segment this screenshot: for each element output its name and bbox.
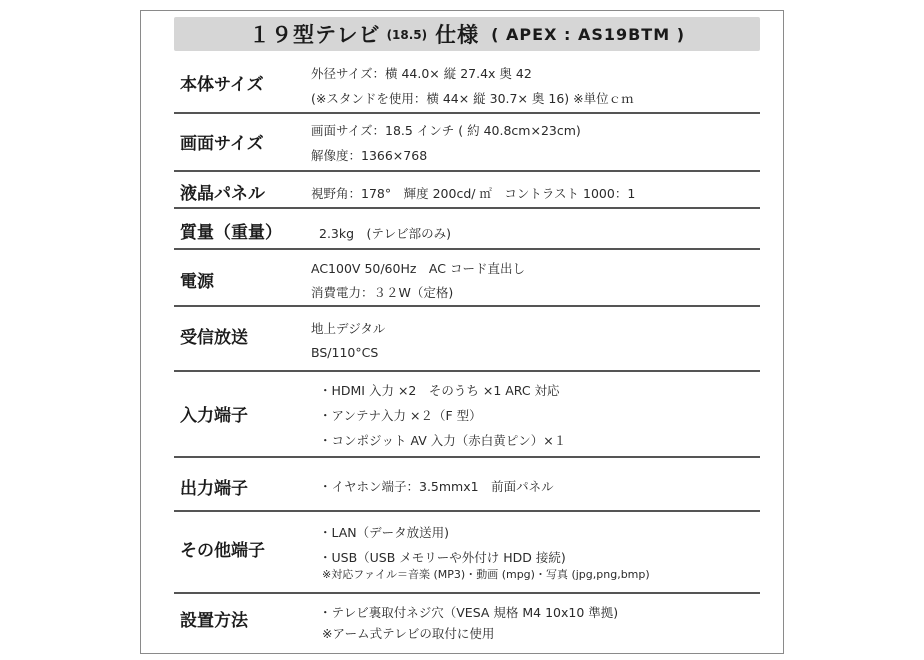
- row-value: 画面サイズ：18.5 インチ ( 約 40.8cm×23cm): [311, 123, 581, 138]
- row-label: 液晶パネル: [180, 184, 265, 204]
- spec-row-screen-size: [174, 114, 760, 172]
- spec-row-weight: [174, 209, 760, 250]
- row-value: ・アンテナ入力 ×２（F 型）: [319, 408, 482, 423]
- title-main: １９型テレビ: [248, 23, 381, 47]
- row-value: BS/110°CS: [311, 345, 379, 360]
- row-value: ・USB（USB メモリーや外付け HDD 接続): [319, 550, 566, 565]
- row-label: 質量（重量）: [180, 223, 282, 243]
- title-model: ( APEX : AS19BTM ): [491, 24, 686, 44]
- row-label: 画面サイズ: [180, 134, 264, 154]
- row-value: (※スタンドを使用：横 44× 縦 30.7× 奥 16) ※単位ｃｍ: [311, 91, 634, 106]
- spec-row-other: [174, 512, 760, 594]
- spec-row-panel: [174, 172, 760, 209]
- row-label: 設置方法: [180, 611, 248, 631]
- spec-row-install: [174, 594, 760, 644]
- row-note: ※対応ファイル＝音楽 (MP3)・動画 (mpg)・写真 (jpg,png,bmp): [322, 568, 650, 581]
- row-label: 出力端子: [180, 479, 248, 499]
- row-label: 受信放送: [180, 328, 248, 348]
- row-label: 本体サイズ: [180, 75, 264, 95]
- row-value: 消費電力：３２W（定格): [311, 285, 454, 300]
- row-label: その他端子: [180, 541, 265, 561]
- row-value: ・イヤホン端子：3.5mmx1 前面パネル: [319, 479, 554, 494]
- title-size: (18.5): [386, 28, 428, 42]
- row-value: 視野角：178° 輝度 200cd/ ㎡ コントラスト 1000：1: [311, 186, 636, 201]
- row-label: 入力端子: [180, 406, 248, 426]
- row-value: 外径サイズ：横 44.0× 縦 27.4x 奥 42: [311, 66, 532, 81]
- row-value: AC100V 50/60Hz AC コード直出し: [311, 261, 525, 276]
- row-value: 解像度：1366×768: [311, 148, 428, 163]
- title-spec: 仕様: [435, 23, 480, 47]
- spec-row-input: [174, 372, 760, 458]
- spec-title-bar: [174, 17, 760, 51]
- row-label: 電源: [180, 272, 214, 292]
- spec-row-tuner: [174, 307, 760, 372]
- spec-row-output: [174, 458, 760, 512]
- row-note: ※アーム式テレビの取付に使用: [322, 626, 495, 641]
- row-value: ・LAN（データ放送用): [319, 525, 450, 540]
- row-value: 地上デジタル: [311, 321, 386, 336]
- row-value: 2.3kg (テレビ部のみ): [319, 226, 452, 241]
- row-value: ・テレビ裏取付ネジ穴（VESA 規格 M4 10x10 準拠): [319, 605, 619, 620]
- row-value: ・HDMI 入力 ×2 そのうち ×1 ARC 対応: [319, 383, 560, 398]
- spec-row-body-size: [174, 56, 760, 114]
- spec-row-power: [174, 250, 760, 307]
- row-value: ・コンポジット AV 入力（赤白黄ピン）×１: [319, 433, 567, 448]
